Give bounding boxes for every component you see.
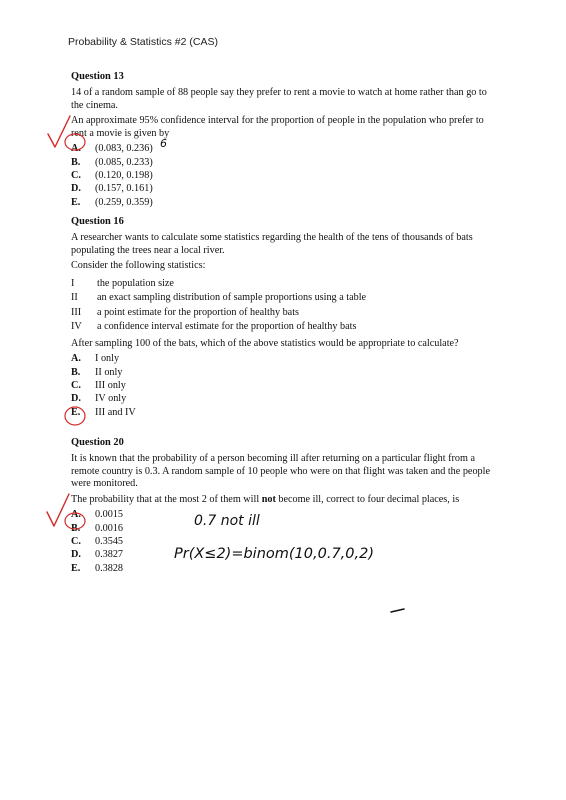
options-list <box>71 509 491 575</box>
red-tick-q20 <box>47 494 69 526</box>
option-a: A. (0.083, 0.236) <box>71 143 153 155</box>
handwritten-note-q20-line2: Pr(X≤2)=binom(10,0.7,0,2) <box>174 546 374 562</box>
option-c: C. 0.3545 <box>71 536 124 548</box>
question-13 <box>71 71 491 210</box>
red-tick-q13 <box>48 116 70 147</box>
question-heading: Question 13 <box>71 71 124 82</box>
question-stem: Consider the following statistics: <box>71 260 206 272</box>
question-heading: Question 20 <box>71 437 124 448</box>
question-stem: An approximate 95% confidence interval for the proportion of people in the population who prefer to rent a movie is given by <box>71 115 484 139</box>
question-stem: The probability that at the most 2 of them will not become ill, correct to four decimal places, is <box>71 493 460 505</box>
option-c: C. (0.120, 0.198) <box>71 170 153 182</box>
option-d: D. IV only <box>71 393 127 405</box>
option-b: B. 0.0016 <box>71 522 124 534</box>
option-a: A. 0.0015 <box>71 509 124 521</box>
page-header: Probability & Statistics #2 (CAS) <box>68 36 218 48</box>
statement-iii: III a point estimate for the proportion of healthy bats <box>71 306 299 318</box>
option-a: A. I only <box>71 353 120 365</box>
handwritten-note-q20-line1: 0.7 not ill <box>194 513 260 529</box>
stray-pen-mark <box>391 609 404 612</box>
statement-iv: IV a confidence interval estimate for the proportion of healthy bats <box>71 321 357 333</box>
option-b: B. II only <box>71 366 123 378</box>
statement-ii: II an exact sampling distribution of sample proportions using a table <box>71 292 367 304</box>
statement-i: I the population size <box>71 277 174 289</box>
option-e: E. 0.3828 <box>71 562 124 574</box>
option-c: C. III only <box>71 380 126 392</box>
option-e: E. III and IV <box>71 406 136 418</box>
options-list <box>71 143 491 209</box>
statements-list <box>71 277 491 335</box>
option-d: D. 0.3827 <box>71 549 124 561</box>
question-heading: Question 16 <box>71 216 124 227</box>
options-list <box>71 353 491 419</box>
handwritten-note-q13: 6 <box>160 137 167 150</box>
question-16 <box>71 216 491 420</box>
question-20 <box>71 437 491 576</box>
question-stem: After sampling 100 of the bats, which of the above statistics would be appropriate to calculate? <box>71 337 459 349</box>
option-b: B. (0.085, 0.233) <box>71 156 153 168</box>
option-d: D. (0.157, 0.161) <box>71 183 153 195</box>
question-stem: A researcher wants to calculate some statistics regarding the health of the tens of thousands of bats populating the trees near a local river. <box>71 232 473 256</box>
question-stem: 14 of a random sample of 88 people say they prefer to rent a movie to watch at home rather than go to the cinema. <box>71 87 487 111</box>
option-e: E. (0.259, 0.359) <box>71 196 153 208</box>
question-stem: It is known that the probability of a person becoming ill after returning on a particular flight from a remote country is 0.3. A random sample of 10 people who were on that flight was taken and the people were monitored. <box>71 453 490 490</box>
